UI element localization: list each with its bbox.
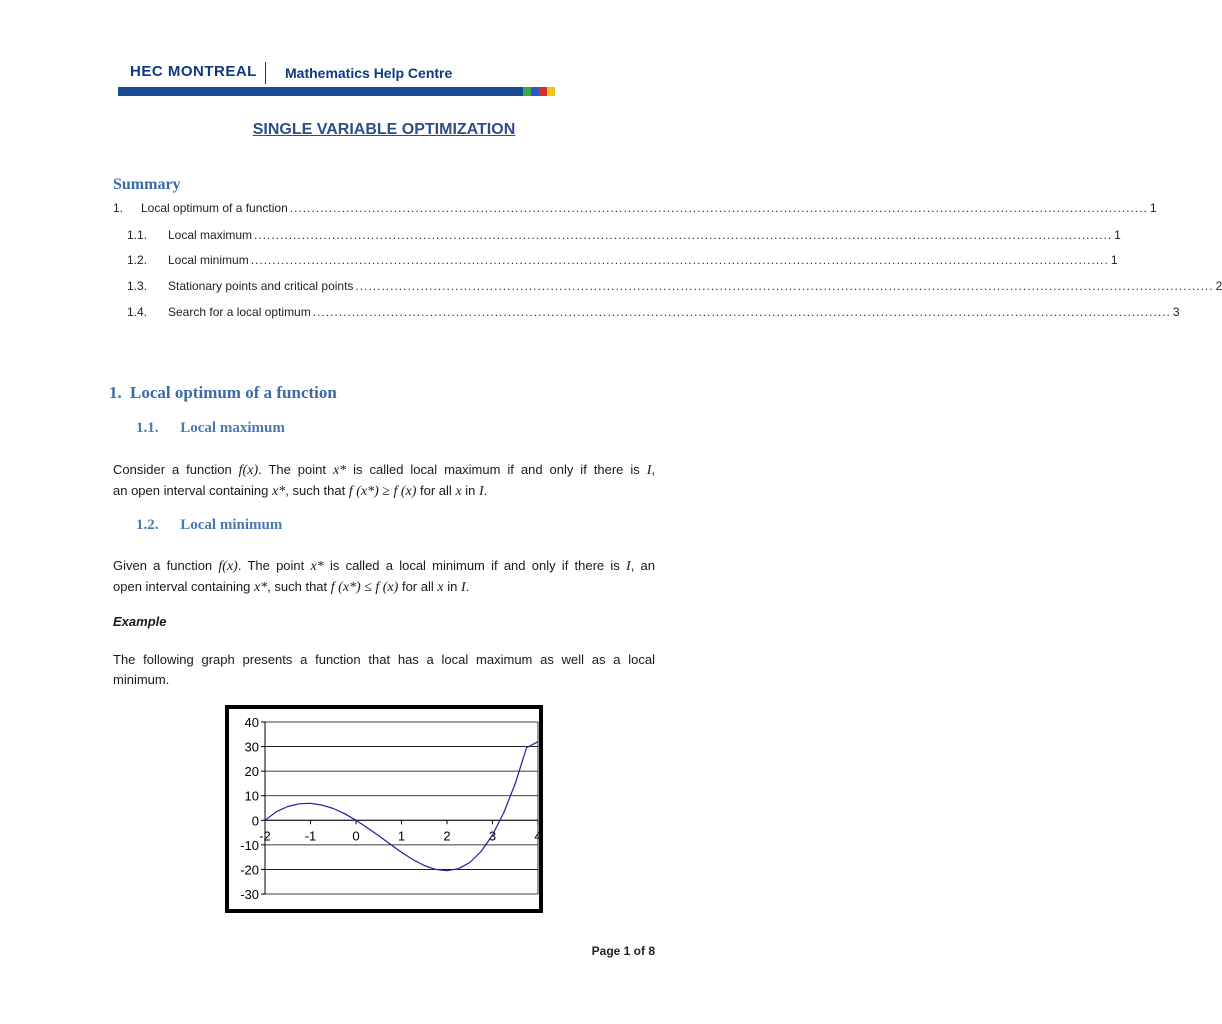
toc-entry[interactable] [0,201,1157,217]
toc-number: 1.4. [127,305,148,319]
example-text: The following graph presents a function that has a local maximum as well as a local minimum. [113,652,655,687]
x-tick-label: 1 [397,828,406,844]
x-tick-label: 4 [534,828,542,844]
section-title: Local optimum of a function [130,383,337,402]
y-tick-label: 10 [244,788,259,804]
toc-label: Local minimum [168,253,249,267]
toc-leader: ...................................................................................................................................................................................................... [312,305,1171,319]
y-tick-label: -10 [240,837,259,853]
header-bar [118,87,523,96]
section-title: Local maximum [180,420,285,436]
header-color-block-red [539,87,547,96]
header-color-block-yellow [547,87,555,96]
x-tick-label: -2 [259,828,271,844]
toc-leader: ...................................................................................................................................................................................................... [289,201,1148,215]
section-title: Local minimum [180,517,283,533]
toc-leader: ...................................................................................................................................................................................................... [254,228,1113,242]
toc-entry[interactable] [0,253,1118,269]
function-graph [225,705,545,913]
section-number: 1.1. [136,420,159,436]
toc-page: 3 [1172,305,1180,319]
toc-label: Search for a local optimum [168,305,311,319]
hec-montreal-logo: HEC MONTREAL [130,63,257,80]
chart-frame [227,707,541,911]
section-1-2-heading [136,517,282,534]
y-tick-label: 0 [251,813,259,829]
toc-entry[interactable] [0,228,1121,244]
toc-number: 1.3. [127,279,148,293]
page-number: Page 1 of 8 [591,944,655,958]
toc-page: 1 [1110,253,1118,267]
toc-page: 1 [1149,201,1157,215]
local-maximum-definition: Consider a function f(x). The point x* is called local maximum if and only if there is I, an open interval containing x*, such that f (x*) ≥ f (x) for all x in I. [113,462,655,499]
toc-label: Local maximum [168,228,253,242]
header-color-block-green [523,87,531,96]
toc-page: 2 [1215,279,1222,293]
section-number: 1. [109,383,122,402]
toc-page: 1 [1114,228,1121,242]
centre-name: Mathematics Help Centre [285,65,453,81]
example-label: Example [113,614,167,629]
section-1-1-heading [136,420,285,437]
x-tick-label: 0 [352,828,360,844]
toc-label: Stationary points and critical points [168,279,354,293]
toc-number: 1.1. [127,228,148,242]
toc-number: 1.2. [127,253,148,267]
x-tick-label: 3 [488,828,497,844]
summary-heading: Summary [113,176,181,193]
y-tick-label: 40 [244,715,259,730]
toc-label: Local optimum of a function [141,201,288,215]
y-tick-label: -30 [240,887,259,902]
local-minimum-definition: Given a function f(x). The point x* is called a local minimum if and only if there is I, an open interval containing x*, such that f (x*) ≤ f (x) for all x in I. [113,558,655,595]
section-1-heading [109,383,337,403]
logo-divider [265,62,266,84]
y-tick-label: 30 [244,739,259,755]
document-title: SINGLE VARIABLE OPTIMIZATION [252,121,516,138]
toc-entry[interactable] [0,305,1180,321]
section-number: 1.2. [136,517,159,533]
toc-leader: ...................................................................................................................................................................................................... [250,253,1109,267]
header-color-block-blue [531,87,539,96]
toc-number: 1. [113,201,124,215]
x-tick-label: -1 [304,828,317,844]
y-tick-label: -20 [240,862,259,878]
y-tick-label: 20 [244,764,259,780]
x-tick-label: 2 [443,828,451,844]
toc-leader: ...................................................................................................................................................................................................... [355,279,1214,293]
toc-entry[interactable] [0,279,1222,295]
